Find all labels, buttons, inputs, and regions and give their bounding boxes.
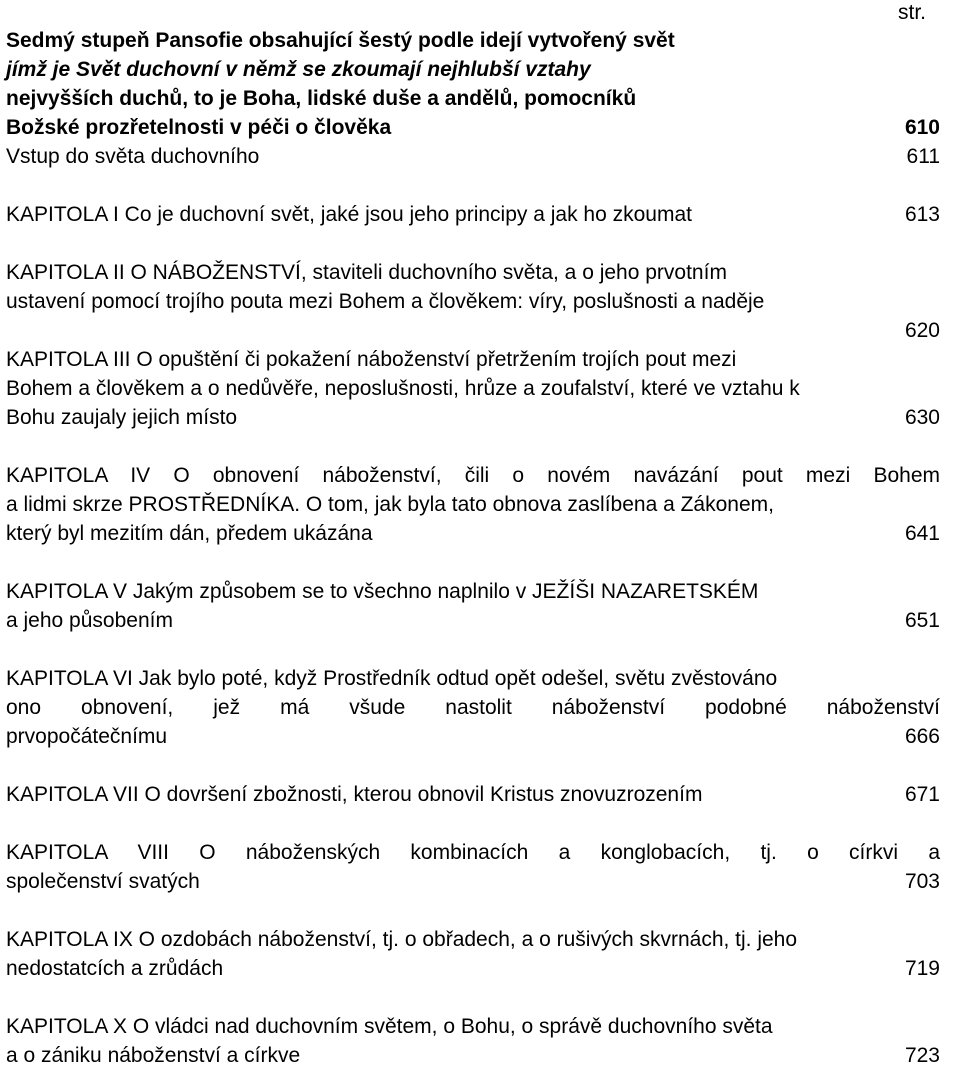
page-column-label: str.	[898, 1, 927, 24]
heading-line-2: jímž je Svět duchovní v němž se zkoumají nejhlubší vztahy	[6, 58, 591, 81]
chapter-5-page-number: 651	[904, 609, 940, 632]
chapter-6-line-3: prvopočátečnímu 666	[6, 722, 940, 751]
chapter-6-line-1: KAPITOLA VI Jak bylo poté, když Prostředník odtud opět odešel, světu zvěstováno	[6, 667, 778, 690]
intro-entry: Vstup do světa duchovního 611	[6, 142, 940, 171]
chapter-3-page-number: 630	[904, 406, 940, 429]
chapter-4-page-number: 641	[904, 522, 940, 545]
chapter-2-line-1: KAPITOLA II O NÁBOŽENSTVÍ, staviteli duchovního světa, a o jeho prvotním	[6, 261, 727, 284]
chapter-5-line-1: KAPITOLA V Jakým způsobem se to všechno naplnilo v JEŽÍŠI NAZARETSKÉM	[6, 580, 759, 603]
chapter-3-line-1: KAPITOLA III O opuštění či pokažení náboženství přetržením trojích pout mezi	[6, 348, 737, 371]
chapter-9-line-1: KAPITOLA IX O ozdobách náboženství, tj. o obřadech, a o rušivých skvrnách, tj. jeho	[6, 928, 798, 951]
heading-page-number: 610	[904, 116, 940, 139]
chapter-8-page-number: 703	[904, 870, 940, 893]
chapter-8-line-2: společenství svatých 703	[6, 867, 940, 896]
heading-line-4: Božské prozřetelnosti v péči o člověka 610	[6, 113, 940, 142]
chapter-2-line-2: ustavení pomocí trojího pouta mezi Bohem a člověkem: víry, poslušnosti a naděje	[6, 290, 765, 313]
chapter-10-line-1: KAPITOLA X O vládci nad duchovním světem, o Bohu, o správě duchovního světa	[6, 1015, 773, 1038]
chapter-6-page-number: 666	[904, 725, 940, 748]
chapter-1-page-number: 613	[904, 203, 940, 226]
chapter-7-page-number: 671	[904, 783, 940, 806]
chapter-4-line-3: který byl mezitím dán, předem ukázána 641	[6, 519, 940, 548]
chapter-2-page-line	[6, 316, 940, 345]
heading-line-1: Sedmý stupeň Pansofie obsahující šestý podle idejí vytvořený svět	[6, 29, 675, 52]
heading-line-3: nejvyšších duchů, to je Boha, lidské duše a andělů, pomocníků	[6, 87, 637, 110]
chapter-5-line-2: a jeho působením 651	[6, 606, 940, 635]
chapter-4-line-2: a lidmi skrze PROSTŘEDNÍKA. O tom, jak byla tato obnova zaslíbena a Zákonem,	[6, 493, 774, 516]
chapter-9-line-2: nedostatcích a zrůdách 719	[6, 954, 940, 983]
chapter-10-line-2: a o zániku náboženství a církve 723	[6, 1041, 940, 1070]
chapter-6-line-2: ono obnovení, jež má všude nastolit náboženství podobné náboženství	[6, 696, 940, 719]
chapter-3-line-2: Bohem a člověkem a o nedůvěře, neposlušnosti, hrůze a zoufalství, které ve vztahu k	[6, 377, 800, 400]
chapter-3-line-3: Bohu zaujaly jejich místo 630	[6, 403, 940, 432]
chapter-9-page-number: 719	[904, 957, 940, 980]
chapter-4-line-1: KAPITOLA IV O obnovení náboženství, čili o novém navázání pout mezi Bohem	[6, 464, 940, 487]
chapter-10-page-number: 723	[904, 1044, 940, 1067]
chapter-8-line-1: KAPITOLA VIII O náboženských kombinacích a konglobacích, tj. o církvi a	[6, 841, 940, 864]
chapter-7-entry: KAPITOLA VII O dovršení zbožnosti, kterou obnovil Kristus znovuzrozením 671	[6, 780, 940, 809]
intro-page-number: 611	[906, 145, 940, 168]
chapter-2-page-number: 620	[904, 319, 940, 342]
chapter-1-entry: KAPITOLA I Co je duchovní svět, jaké jsou jeho principy a jak ho zkoumat 613	[6, 200, 940, 229]
